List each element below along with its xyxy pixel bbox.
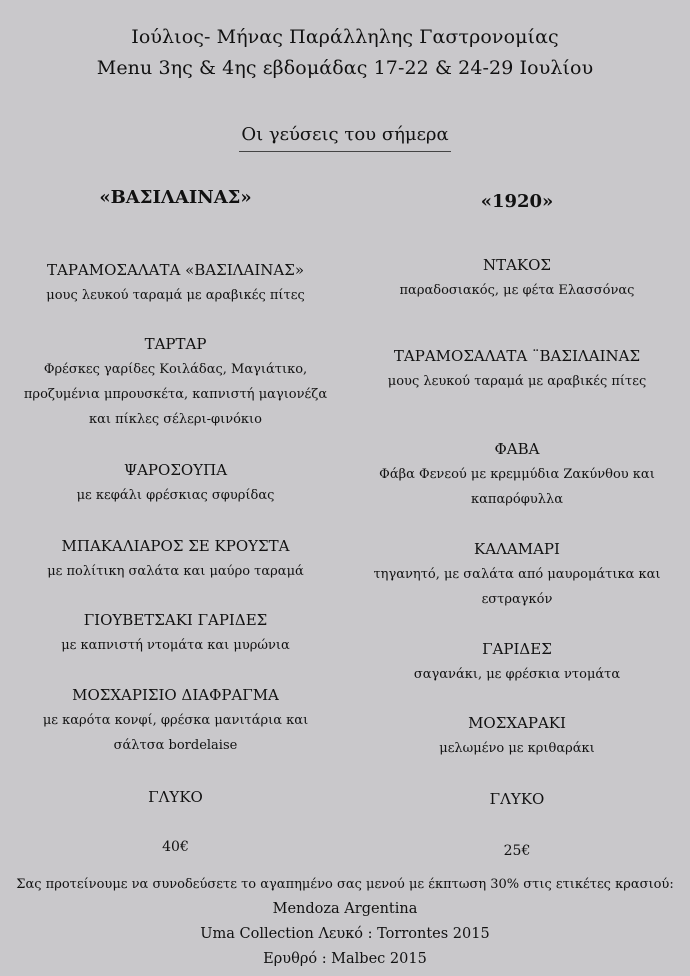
wine-promo: Σας προτείνουμε να συνοδεύσετε το αγαπημένο σας μενού με έκπτωση 30% στις ετικέτες κρασιού: [16, 877, 674, 892]
menu-item [362, 536, 672, 612]
menu-item-desc: με πολίτικη σαλάτα και μαύρο ταραμά [47, 564, 304, 579]
menu-item-desc: μελωμένο με κριθαράκι [439, 741, 595, 756]
menu-item [18, 682, 333, 758]
menu-item [18, 331, 333, 432]
wine-red: Ερυθρό : Malbec 2015 [263, 951, 427, 967]
menu-item-desc: Φάβα Φενεού με κρεμμύδια Ζακύνθου και [379, 467, 655, 482]
menu-item-name: ΜΠΑΚΑΛΙΑΡΟΣ ΣΕ ΚΡΟΥΣΤΑ [61, 537, 290, 555]
menu-item-desc: με καπνιστή ντομάτα και μυρώνια [61, 638, 290, 653]
menu-item-name: ΓΛΥΚΟ [148, 788, 203, 806]
right-menu-price: 25€ [503, 843, 531, 859]
menu-item-name: ΚΑΛΑΜΑΡΙ [474, 540, 560, 558]
menu-item-desc: καπαρόφυλλα [471, 492, 563, 507]
menu-title: Ιούλιος- Μήνας Παράλληλης Γαστρονομίας [131, 26, 559, 48]
menu-item-name: ΤΑΡΑΜΟΣΑΛΑΤΑ «ΒΑΣΙΛΑΙΝΑΣ» [46, 261, 305, 279]
wine-origin: Mendoza Argentina [272, 901, 418, 917]
menu-item [362, 710, 672, 761]
menu-item [18, 784, 333, 810]
menu-item-name: ΓΛΥΚΟ [489, 790, 545, 808]
menu-item-name: ΓΑΡΙΔΕΣ [482, 640, 552, 658]
menu-item-desc: μους λευκού ταραμά με αραβικές πίτες [387, 374, 647, 389]
menu-item-desc: σάλτσα bordelaise [113, 738, 238, 753]
menu-item-desc: παραδοσιακός, με φέτα Ελασσόνας [399, 283, 635, 298]
menu-item [18, 457, 333, 508]
menu-item-name: ΜΟΣΧΑΡΑΚΙ [468, 714, 566, 732]
menu-item-name: ΤΑΡΤΑΡ [144, 335, 207, 353]
menu-item-desc: σαγανάκι, με φρέσκια ντομάτα [413, 667, 621, 682]
wine-white: Uma Collection Λευκό : Torrontes 2015 [200, 926, 490, 942]
menu-item-desc: με κεφάλι φρέσκιας σφυρίδας [76, 488, 275, 503]
wine-footer [0, 873, 690, 972]
menu-item [362, 343, 672, 394]
menu-item-desc: μους λευκού ταραμά με αραβικές πίτες [46, 288, 305, 303]
menu-item-desc: τηγανητό, με σαλάτα από μαυρομάτικα και [373, 567, 661, 582]
menu-header [0, 22, 690, 84]
menu-item-desc: προζυμένια μπρουσκέτα, καπνιστή μαγιονέζα [23, 387, 328, 402]
menu-item-name: ΨΑΡΟΣΟΥΠΑ [123, 461, 228, 479]
today-heading: Οι γεύσεις του σήμερα [239, 122, 450, 152]
menu-item-desc: Φρέσκες γαρίδες Κοιλάδας, Μαγιάτικο, [43, 362, 308, 377]
menu-item [18, 257, 333, 308]
menu-item [362, 436, 672, 512]
menu-subtitle: Menu 3ης & 4ης εβδομάδας 17-22 & 24-29 Ιουλίου [96, 57, 594, 79]
left-menu-price: 40€ [162, 839, 189, 855]
menu-item-name: ΓΙΟΥΒΕΤΣΑΚΙ ΓΑΡΙΔΕΣ [83, 611, 268, 629]
menu-item [362, 252, 672, 303]
right-menu-title: «1920» [480, 191, 554, 212]
menu-item-name: ΦΑΒΑ [494, 440, 540, 458]
today-heading-wrap [0, 122, 690, 152]
menu-item [362, 636, 672, 687]
menu-item-desc: εστραγκόν [481, 592, 553, 607]
menu-item [18, 533, 333, 584]
left-menu-title: «ΒΑΣΙΛΑΙΝΑΣ» [99, 187, 252, 208]
menu-item-name: ΜΟΣΧΑΡΙΣΙΟ ΔΙΑΦΡΑΓΜΑ [72, 686, 279, 704]
menu-item-name: ΤΑΡΑΜΟΣΑΛΑΤΑ ¨ΒΑΣΙΛΑΙΝΑΣ [393, 347, 641, 365]
menu-item-desc: και πίκλες σέλερι-φινόκιο [89, 412, 262, 427]
menu-item [362, 786, 672, 812]
menu-item-desc: με καρότα κονφί, φρέσκα μανιτάρια και [42, 713, 309, 728]
menu-item-name: ΝΤΑΚΟΣ [482, 256, 552, 274]
menu-item [18, 607, 333, 658]
